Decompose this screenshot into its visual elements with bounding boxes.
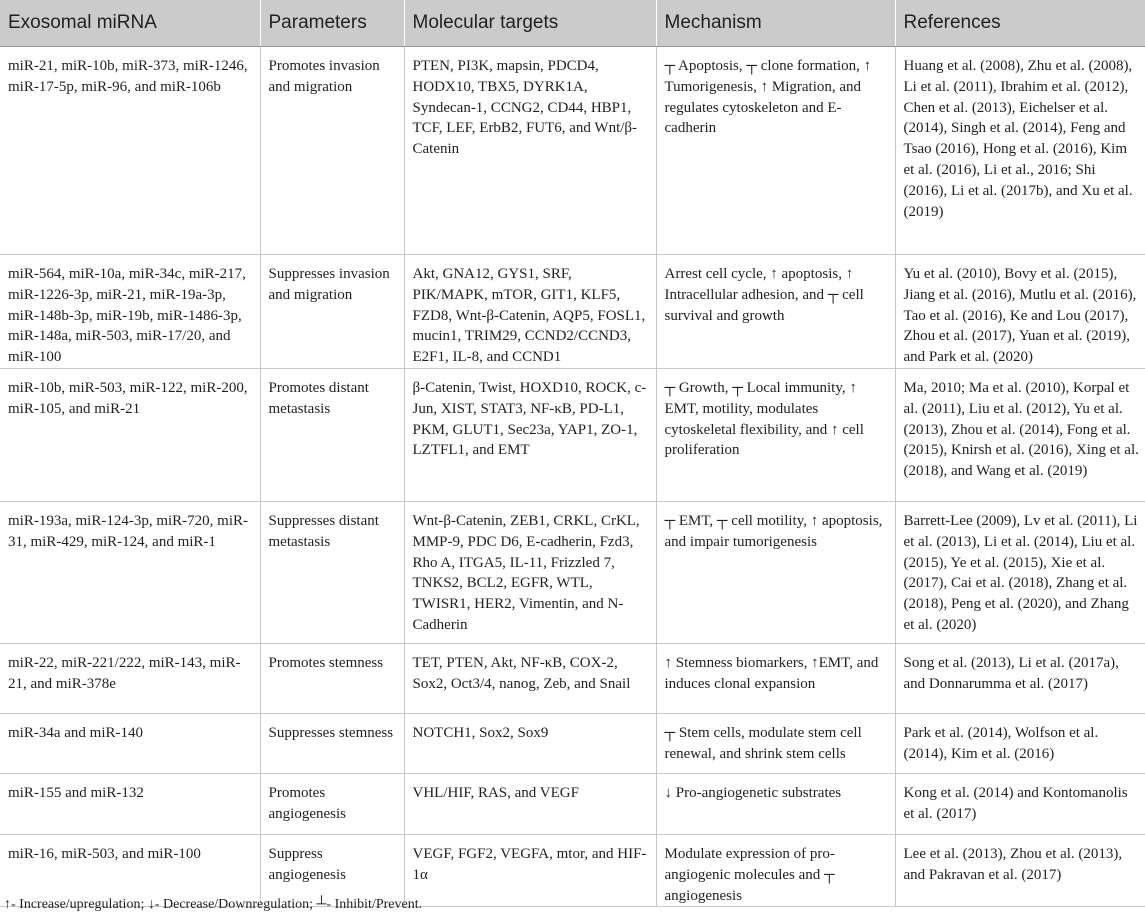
table-row (0, 773, 1145, 834)
cell-mirna: miR-22, miR-221/222, miR-143, miR-21, and miR-378e (0, 643, 260, 713)
cell-parameters: Suppress angiogenesis (260, 834, 404, 906)
table-row (0, 643, 1145, 713)
cell-references: Yu et al. (2010), Bovy et al. (2015), Jiang et al. (2016), Mutlu et al. (2016), Tao et al. (2016), Ke and Lou (2017), Zhou et al. (2017), Yuan et al. (2019), and Park et al. (2020) (895, 255, 1145, 369)
cell-mirna: miR-193a, miR-124-3p, miR-720, miR-31, miR-429, miR-124, and miR-1 (0, 501, 260, 643)
cell-parameters: Promotes invasion and migration (260, 47, 404, 255)
cell-mechanism: ┬ Growth, ┬ Local immunity, ↑ EMT, motility, modulates cytoskeletal flexibility, and ↑ cell proliferation (656, 368, 895, 501)
cell-targets: β-Catenin, Twist, HOXD10, ROCK, c-Jun, XIST, STAT3, NF-κB, PD-L1, PKM, GLUT1, Sec23a, YAP1, ZO-1, LZTFL1, and EMT (404, 368, 656, 501)
cell-references: Barrett-Lee (2009), Lv et al. (2011), Li et al. (2013), Li et al. (2014), Liu et al. (2015), Ye et al. (2015), Xie et al. (2017), Cai et al. (2018), Zhang et al. (2018), Peng et al. (2020), and Zhang et al. (2020) (895, 501, 1145, 643)
header-parameters: Parameters (260, 0, 404, 47)
header-references: References (895, 0, 1145, 47)
cell-parameters: Promotes stemness (260, 643, 404, 713)
cell-mirna: miR-564, miR-10a, miR-34c, miR-217, miR-1226-3p, miR-21, miR-19a-3p, miR-148b-3p, miR-19b, miR-1486-3p, miR-148a, miR-503, miR-17/20, and miR-100 (0, 255, 260, 369)
cell-references: Park et al. (2014), Wolfson et al. (2014), Kim et al. (2016) (895, 713, 1145, 773)
cell-mechanism: Modulate expression of pro-angiogenic molecules and ┬ angiogenesis (656, 834, 895, 906)
cell-parameters: Suppresses stemness (260, 713, 404, 773)
cell-targets: Akt, GNA12, GYS1, SRF, PIK/MAPK, mTOR, GIT1, KLF5, FZD8, Wnt-β-Catenin, AQP5, FOSL1, mucin1, TRIM29, CCND2/CCND3, E2F1, IL-8, and CCND1 (404, 255, 656, 369)
cell-targets: NOTCH1, Sox2, Sox9 (404, 713, 656, 773)
cell-mechanism: ┬ Apoptosis, ┬ clone formation, ↑ Tumorigenesis, ↑ Migration, and regulates cytoskeleton and E-cadherin (656, 47, 895, 255)
cell-mechanism: ┬ Stem cells, modulate stem cell renewal, and shrink stem cells (656, 713, 895, 773)
cell-references: Song et al. (2013), Li et al. (2017a), and Donnarumma et al. (2017) (895, 643, 1145, 713)
header-exosomal-mirna: Exosomal miRNA (0, 0, 260, 47)
header-molecular-targets: Molecular targets (404, 0, 656, 47)
table-row (0, 47, 1145, 255)
header-mechanism: Mechanism (656, 0, 895, 47)
cell-targets: PTEN, PI3K, mapsin, PDCD4, HODX10, TBX5, DYRK1A, Syndecan-1, CCNG2, CD44, HBP1, TCF, LEF, ErbB2, FUT6, and Wnt/β-Catenin (404, 47, 656, 255)
cell-parameters: Suppresses invasion and migration (260, 255, 404, 369)
cell-targets: TET, PTEN, Akt, NF-κB, COX-2, Sox2, Oct3/4, nanog, Zeb, and Snail (404, 643, 656, 713)
cell-mirna: miR-155 and miR-132 (0, 773, 260, 834)
cell-references: Huang et al. (2008), Zhu et al. (2008), Li et al. (2011), Ibrahim et al. (2012), Chen et al. (2013), Eichelser et al. (2014), Singh et al. (2014), Feng and Tsao (2016), Hong et al. (2016), Kim et al. (2016), Li et al., 2016; Shi (2016), Li et al. (2017b), and Xu et al. (2019) (895, 47, 1145, 255)
cell-parameters: Promotes distant metastasis (260, 368, 404, 501)
table-header-row (0, 0, 1145, 47)
cell-mechanism: ↑ Stemness biomarkers, ↑EMT, and induces clonal expansion (656, 643, 895, 713)
cell-targets: VHL/HIF, RAS, and VEGF (404, 773, 656, 834)
cell-parameters: Promotes angiogenesis (260, 773, 404, 834)
cell-references: Ma, 2010; Ma et al. (2010), Korpal et al. (2011), Liu et al. (2012), Yu et al. (2013), Zhou et al. (2014), Fong et al. (2015), Knirsh et al. (2016), Xing et al. (2018), and Wang et al. (2019) (895, 368, 1145, 501)
cell-targets: Wnt-β-Catenin, ZEB1, CRKL, CrKL, MMP-9, PDC D6, E-cadherin, Fzd3, Rho A, ITGA5, IL-11, Frizzled 7, TNKS2, BCL2, EGFR, WTL, TWISR1, HER2, Vimentin, and N-Cadherin (404, 501, 656, 643)
table-row (0, 368, 1145, 501)
cell-targets: VEGF, FGF2, VEGFA, mtor, and HIF-1α (404, 834, 656, 906)
table-footnote: ↑- Increase/upregulation; ↓- Decrease/Downregulation; ┴- Inhibit/Prevent. (4, 897, 423, 912)
cell-references: Lee et al. (2013), Zhou et al. (2013), and Pakravan et al. (2017) (895, 834, 1145, 906)
table-row (0, 255, 1145, 369)
cell-mechanism: Arrest cell cycle, ↑ apoptosis, ↑ Intracellular adhesion, and ┬ cell survival and growth (656, 255, 895, 369)
cell-mirna: miR-21, miR-10b, miR-373, miR-1246, miR-17-5p, miR-96, and miR-106b (0, 47, 260, 255)
cell-mechanism: ↓ Pro-angiogenetic substrates (656, 773, 895, 834)
cell-references: Kong et al. (2014) and Kontomanolis et al. (2017) (895, 773, 1145, 834)
cell-mirna: miR-16, miR-503, and miR-100 (0, 834, 260, 906)
table-row (0, 713, 1145, 773)
cell-mirna: miR-34a and miR-140 (0, 713, 260, 773)
table-row (0, 501, 1145, 643)
cell-parameters: Suppresses distant metastasis (260, 501, 404, 643)
cell-mechanism: ┬ EMT, ┬ cell motility, ↑ apoptosis, and impair tumorigenesis (656, 501, 895, 643)
cell-mirna: miR-10b, miR-503, miR-122, miR-200, miR-105, and miR-21 (0, 368, 260, 501)
